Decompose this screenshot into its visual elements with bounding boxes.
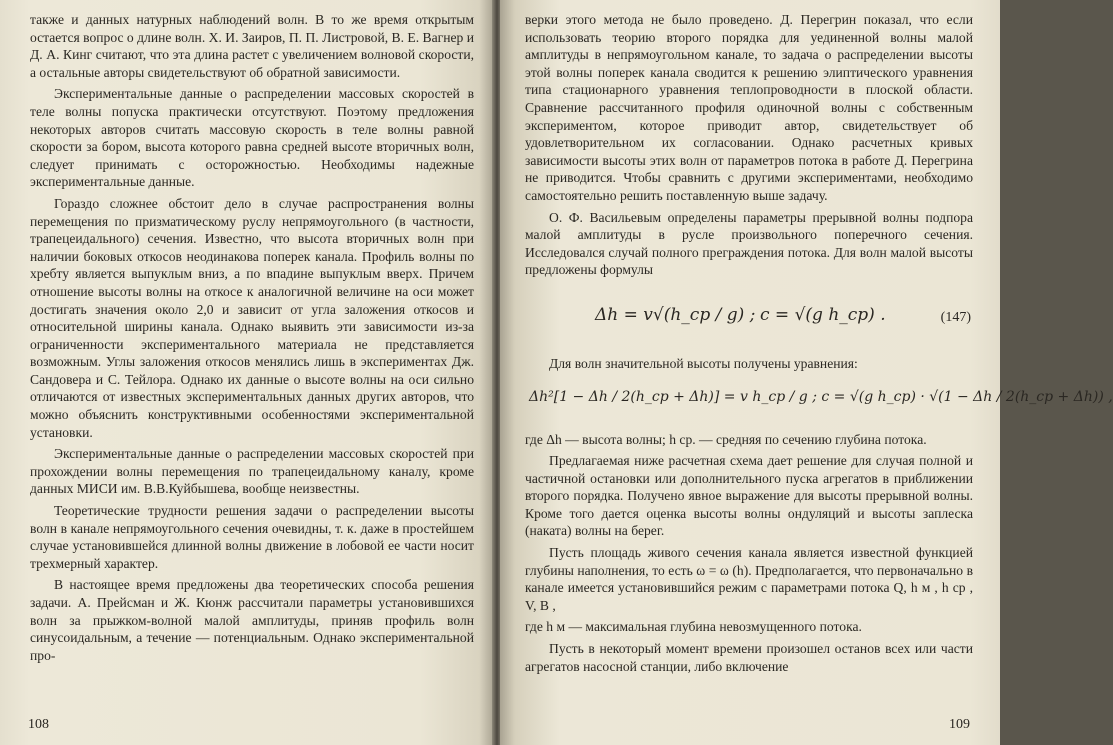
paragraph: Экспериментальные данные о распределении массовых скоростей в теле волны попуска практически отсутствуют. Поэтому предложения некоторых авторов считать массовую скорость в теле волны равной скорости за бором, высота которого равна средней высоте вторичных волн, следует принимать с осторожностью. Необходимы надежные экспериментальные данные. — [30, 86, 474, 190]
paragraph: Теоретические трудности решения задачи о распределении высоты волн в канале непрямоугольного сечения очевидны, т. к. даже в простейшем случае установившейся длинной волны движение в лобовой ее части носит трехмерный характер. — [30, 503, 474, 571]
paragraph: Гораздо сложнее обстоит дело в случае распространения волны перемещения по призматическому руслу непрямоугольного (в частности, трапецеидального) сечения. Известно, что высота вторичных волн при наличии боковых откосов неодинакова поперек канала. Профиль волны по хребту является выпуклым вниз, а по впадине выпуклым вверх. Причем отношение высоты волны на откосе к аналогичной величине на оси может достигать значения около 2,0 и зависит от угла заложения откосов и относительной ширины канала. Однако выявить эти зависимости из-за ограниченности экспериментального материала не представляется возможным. Углы заложения откосов менялись лишь в экспериментах Дж. Сандовера и С. Тейлора. Однако их данные о высоте волны на оси сильно отличаются от известных экспериментальных данных других авторов, что можно объяснить конструктивными особенностями экспериментальной установки. — [30, 195, 474, 440]
paragraph: В настоящее время предложены два теоретических способа решения задачи. А. Прейсман и Ж. Кюнж рассчитали параметры установившихся волн за прыжком-волной малой амплитуды, приняв профиль волн синусоидальным, а течение — потенциальным. Однако экспериментальной про- — [30, 577, 474, 663]
formula-wave-speed: c = √(g h_cp) . — [760, 304, 886, 325]
page-number: 109 — [949, 717, 970, 732]
formula-147 — [525, 297, 973, 345]
formula-large-waves — [525, 379, 1113, 423]
formula-number: (147) — [940, 309, 971, 325]
paragraph: О. Ф. Васильевым определены параметры прерывной волны подпора малой амплитуды в русле произвольного поперечного сечения. Исследовался случай полного преграждения потока. Для волн малой высоты предложены формулы — [525, 209, 973, 278]
paragraph: Пусть площадь живого сечения канала является известной функцией глубины наполнения, то есть ω = ω (h). Предполагается, что первоначально в канале имеется установившийся режим с параметрами потока Q, h м , h ср , V, B , — [525, 545, 973, 613]
formula-large-waves-text: Δh²[1 − Δh / 2(h_cp + Δh)] = v h_cp / g ; c = √(g h_cp) · √(1 − Δh / 2(h_cp + Δh)) , — [529, 388, 1113, 405]
formula-wave-height: Δh = v√(h_cp / g) ; — [595, 304, 756, 325]
paragraph: Экспериментальные данные о распределении массовых скоростей при прохождении волны перемещения по трапецеидальному каналу, кроме данных МИСИ им. В.В.Куйбышева, вообще неизвестны. — [30, 446, 474, 497]
right-text-column — [525, 11, 1113, 679]
paragraph: Для волн значительной высоты получены уравнения: — [549, 355, 858, 371]
paragraph: где Δh — высота волны; h cp. — средняя по сечению глубина потока. — [525, 431, 927, 447]
paragraph: Пусть в некоторый момент времени произошел останов всех или части агрегатов насосной станции, либо включение — [525, 641, 973, 674]
paragraph: верки этого метода не было проведено. Д. Перегрин показал, что если использовать теорию второго порядка для уединенной волны малой амплитуды в непрямоугольном канале, то задача о распределении высоты этой волны поперек канала сводится к решению элиптического уравнения типа стационарного уравнения теплопроводности в плоской области. Сравнение рассчитанного профиля одиночной волны с собственным экспериментом, которое приводит автор, свидетельствует об удовлетворительном их согласовании. Однако расчетных кривых зависимости высоты этих волн от параметров потока в работе Д. Перегрина не приводится. Чтобы сравнить с другими экспериментами, необходимо самостоятельно решить поставленную выше задачу. — [525, 12, 973, 203]
page-number: 108 — [28, 717, 49, 732]
left-text-column — [30, 11, 474, 668]
right-page — [500, 0, 1113, 745]
paragraph: Предлагаемая ниже расчетная схема дает решение для случая полной и частичной остановки или дополнительного пуска агрегатов в приближении второго порядка. Получено явное выражение для высоты прерывной волны. Кроме того дается оценка высоты волны ондуляций и высоты заплеска (наката) волны на берег. — [525, 453, 973, 539]
paragraph: где h м — максимальная глубина невозмущенного потока. — [525, 619, 862, 635]
left-page — [0, 0, 494, 745]
paragraph: также и данных натурных наблюдений волн. В то же время открытым остается вопрос о длине волн. Х. И. Заиров, П. П. Листровой, В. Е. Вагнер и Д. А. Кинг считают, что эта длина растет с увеличением волновой скорости, а остальные авторы свидетельствуют об обратной зависимости. — [30, 12, 474, 80]
